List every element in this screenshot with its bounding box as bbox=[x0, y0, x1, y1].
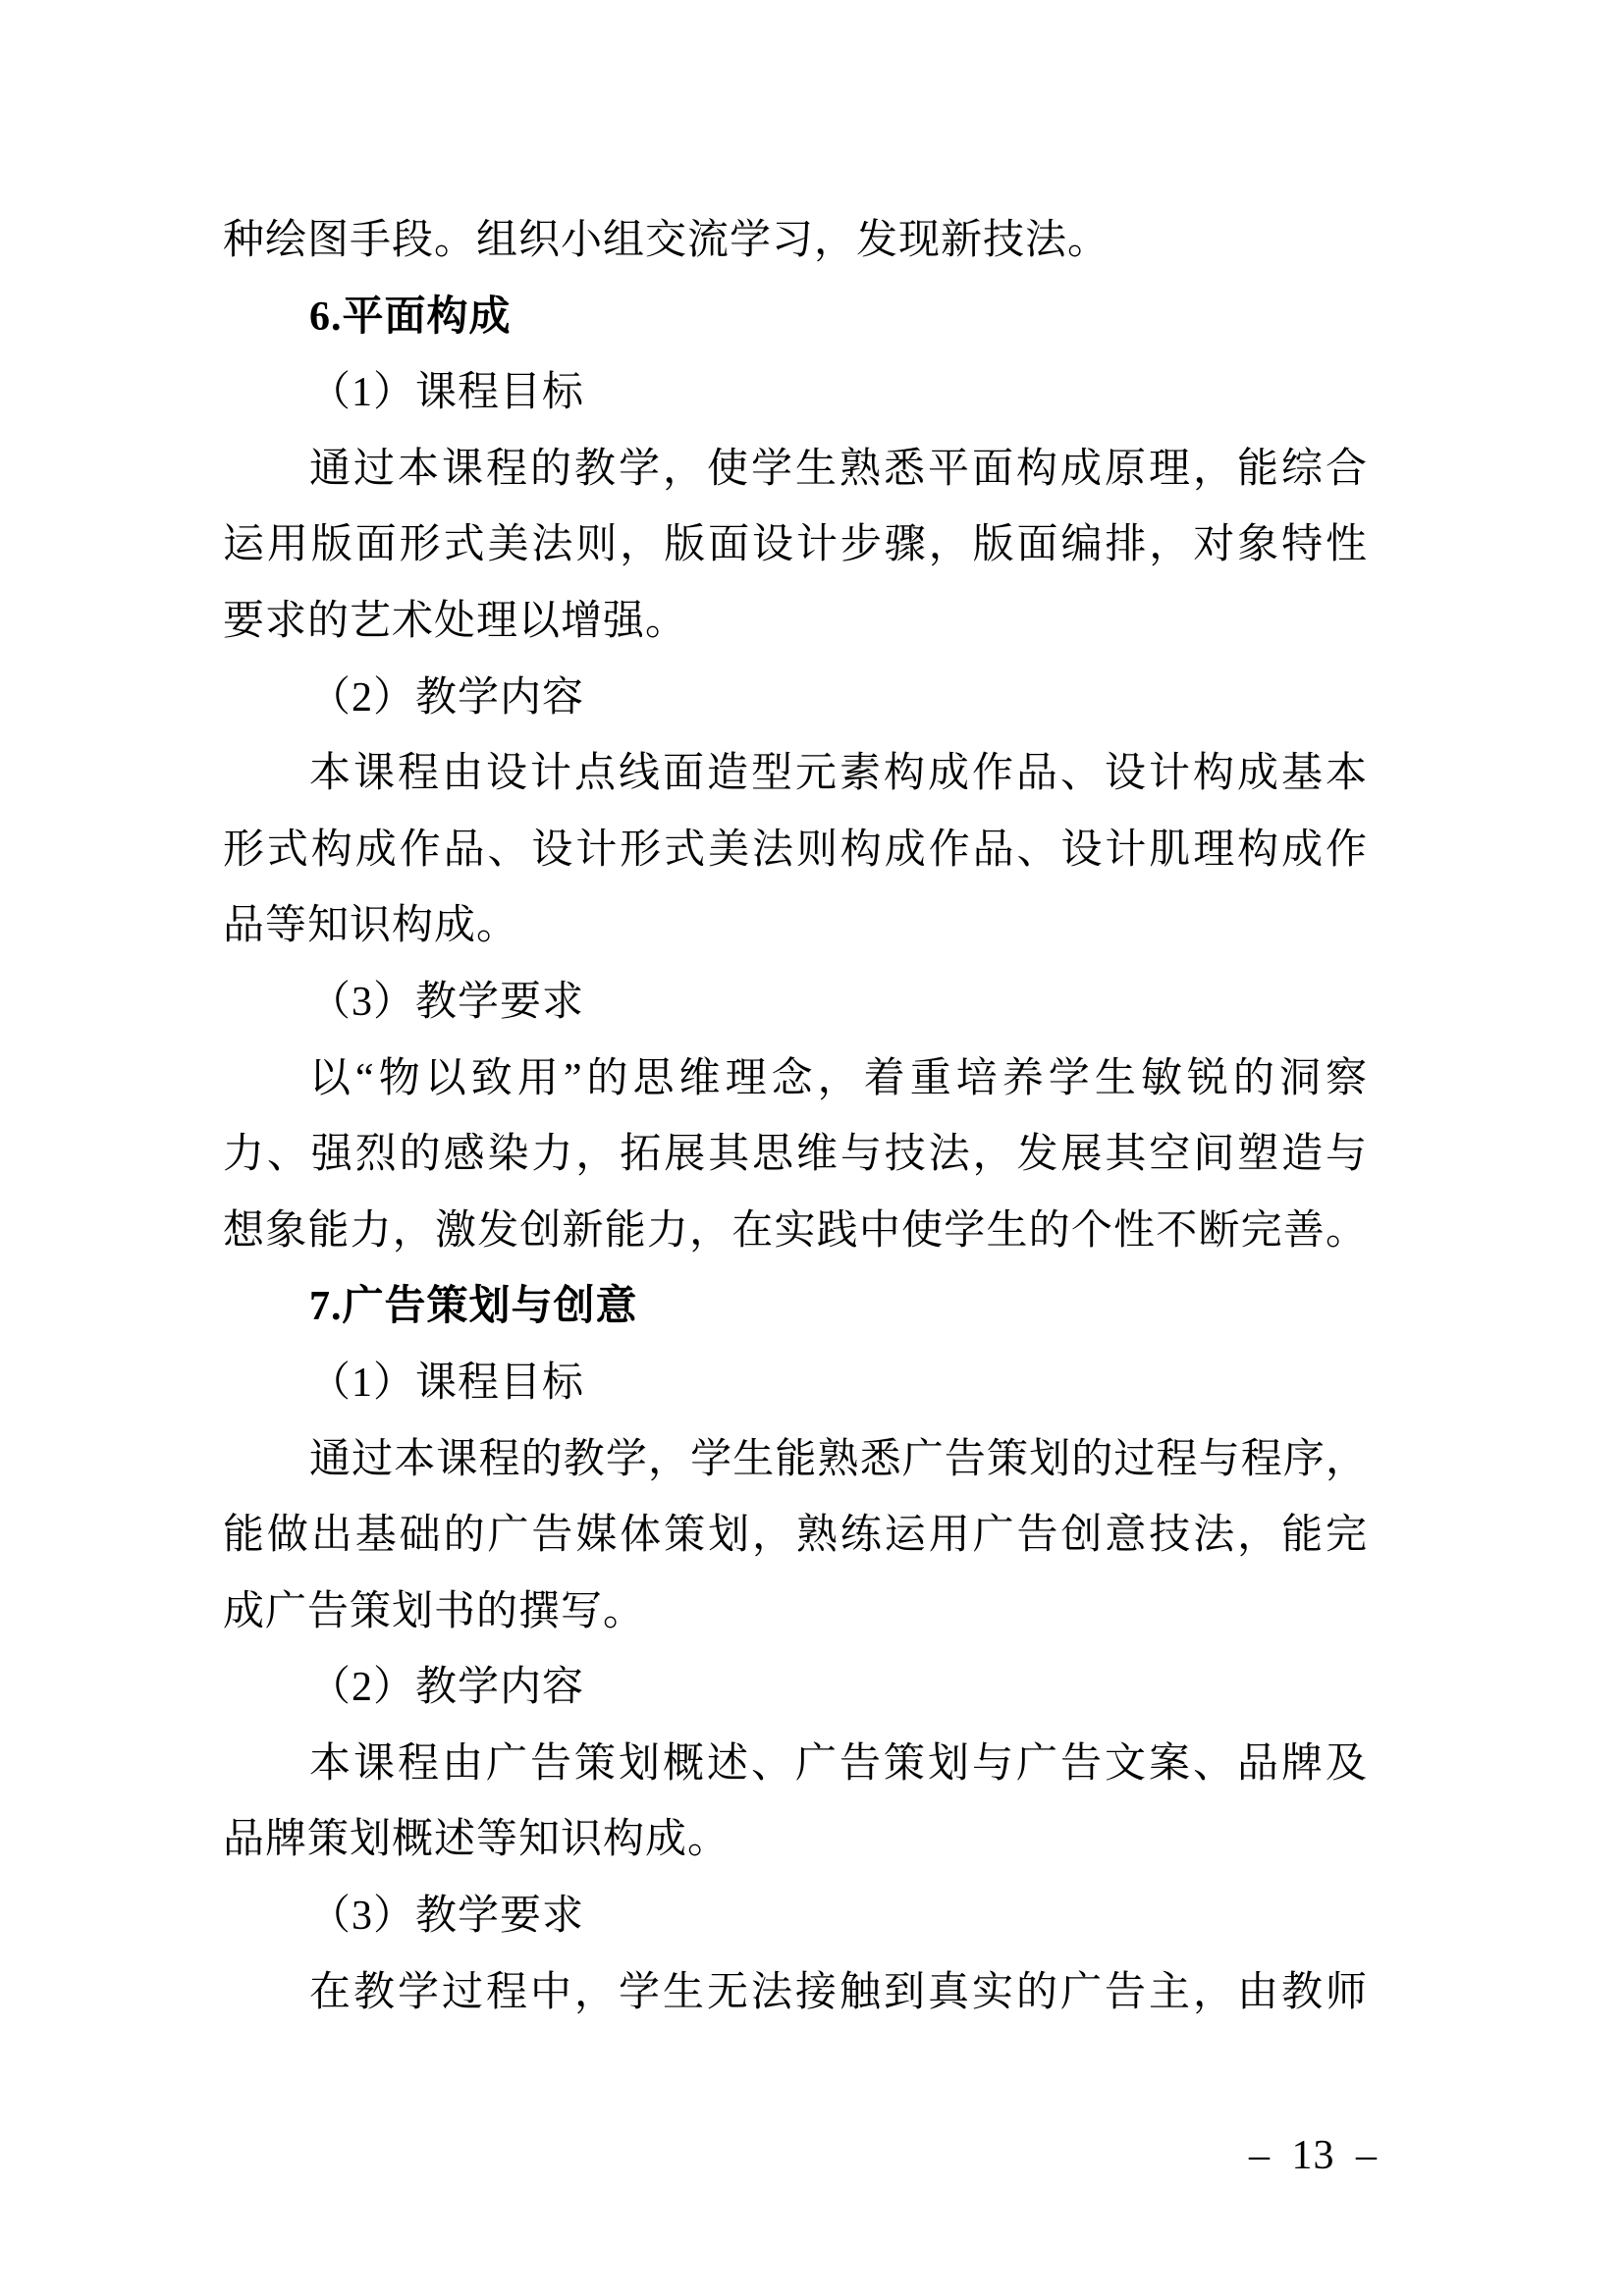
text-line: 通过本课程的教学，学生能熟悉广告策划的过程与程序， bbox=[309, 1436, 1368, 1482]
subsection-label: （2）教学内容 bbox=[309, 1665, 585, 1711]
text-line: 运用版面形式美法则，版面设计步骤，版面编排，对象特性 bbox=[223, 522, 1368, 568]
text-line: 通过本课程的教学，使学生熟悉平面构成原理，能综合 bbox=[309, 446, 1368, 492]
subsection-label: （1）课程目标 bbox=[309, 370, 585, 416]
text-line: 品等知识构成。 bbox=[223, 903, 519, 949]
section-heading-6: 6.平面构成 bbox=[309, 294, 512, 340]
text-line: 力、强烈的感染力，拓展其思维与技法，发展其空间塑造与 bbox=[223, 1132, 1368, 1178]
text-line: 形式构成作品、设计形式美法则构成作品、设计肌理构成作 bbox=[223, 827, 1368, 873]
text-line: 在教学过程中，学生无法接触到真实的广告主，由教师 bbox=[309, 1969, 1368, 2015]
text-line: 品牌策划概述等知识构成。 bbox=[223, 1817, 731, 1863]
section-heading-7: 7.广告策划与创意 bbox=[309, 1284, 638, 1330]
text-line: 以“物以致用”的思维理念，着重培养学生敏锐的洞察 bbox=[309, 1055, 1368, 1101]
text-line: 种绘图手段。组织小组交流学习，发现新技法。 bbox=[223, 218, 1110, 263]
text-line: 成广告策划书的撰写。 bbox=[223, 1588, 646, 1634]
document-body bbox=[223, 203, 1368, 2031]
page-number: – 13 – bbox=[1249, 2133, 1378, 2178]
text-line: 要求的艺术处理以增强。 bbox=[223, 598, 688, 644]
text-line: 能做出基础的广告媒体策划，熟练运用广告创意技法，能完 bbox=[223, 1513, 1368, 1559]
subsection-label: （2）教学内容 bbox=[309, 674, 585, 721]
text-line: 想象能力，激发创新能力，在实践中使学生的个性不断完善。 bbox=[223, 1207, 1368, 1254]
text-line: 本课程由设计点线面造型元素构成作品、设计构成基本 bbox=[309, 751, 1368, 797]
subsection-label: （3）教学要求 bbox=[309, 979, 585, 1025]
subsection-label: （1）课程目标 bbox=[309, 1360, 585, 1406]
subsection-label: （3）教学要求 bbox=[309, 1894, 585, 1940]
text-line: 本课程由广告策划概述、广告策划与广告文案、品牌及 bbox=[309, 1740, 1368, 1787]
